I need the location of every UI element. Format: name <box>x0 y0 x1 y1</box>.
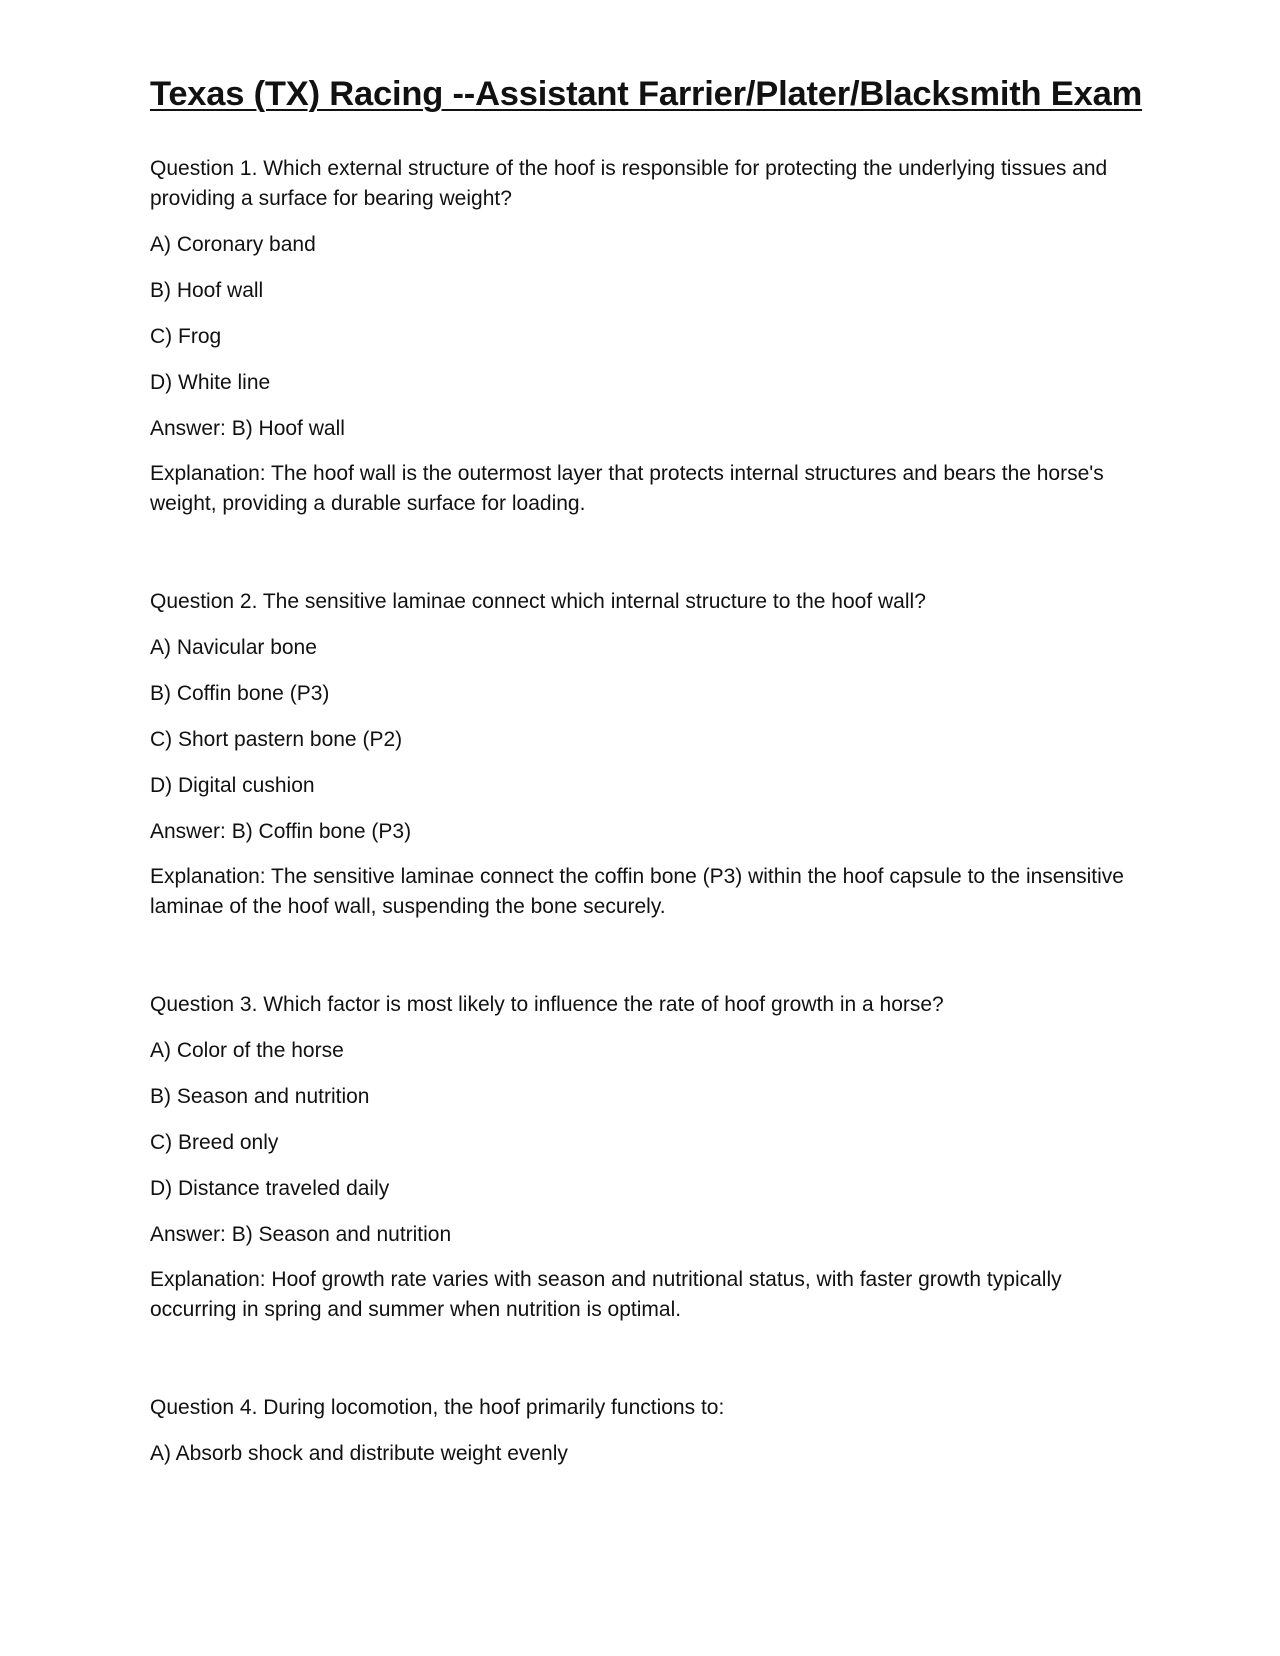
option-d: D) Digital cushion <box>150 774 315 797</box>
option-c: C) Breed only <box>150 1131 279 1154</box>
question-text: Question 3. Which factor is most likely to influence the rate of hoof growth in a horse? <box>150 993 944 1016</box>
option-a: A) Coronary band <box>150 233 316 256</box>
question-text: Question 1. Which external structure of the hoof is responsible for protecting the underlying tissues and providing a surface for bearing weight? <box>150 157 1108 210</box>
option-b: B) Coffin bone (P3) <box>150 682 330 705</box>
question-text: Question 2. The sensitive laminae connect which internal structure to the hoof wall? <box>150 590 926 613</box>
question-block <box>150 154 1135 519</box>
question-text: Question 4. During locomotion, the hoof primarily functions to: <box>150 1396 725 1419</box>
option-a: A) Absorb shock and distribute weight evenly <box>150 1442 568 1465</box>
answer-text: Answer: B) Hoof wall <box>150 417 345 440</box>
option-c: C) Frog <box>150 325 222 348</box>
question-block <box>150 587 1135 922</box>
explanation-text: Explanation: The sensitive laminae connect the coffin bone (P3) within the hoof capsule to the insensitive laminae of the hoof wall, suspending the bone securely. <box>150 865 1124 918</box>
question-block <box>150 1393 1135 1469</box>
explanation-text: Explanation: Hoof growth rate varies with season and nutritional status, with faster growth typically occurring in spring and summer when nutrition is optimal. <box>150 1268 1062 1321</box>
option-b: B) Hoof wall <box>150 279 264 302</box>
option-c: C) Short pastern bone (P2) <box>150 728 403 751</box>
explanation-text: Explanation: The hoof wall is the outermost layer that protects internal structures and bears the horse's weight, providing a durable surface for loading. <box>150 462 1104 515</box>
option-b: B) Season and nutrition <box>150 1085 370 1108</box>
page-title: Texas (TX) Racing --Assistant Farrier/Plater/Blacksmith Exam <box>150 75 1143 113</box>
option-d: D) Distance traveled daily <box>150 1177 390 1200</box>
option-a: A) Navicular bone <box>150 636 317 659</box>
question-block <box>150 990 1135 1325</box>
option-a: A) Color of the horse <box>150 1039 344 1062</box>
answer-text: Answer: B) Season and nutrition <box>150 1223 452 1246</box>
option-d: D) White line <box>150 371 271 394</box>
answer-text: Answer: B) Coffin bone (P3) <box>150 820 412 843</box>
document-page <box>150 72 1143 1469</box>
